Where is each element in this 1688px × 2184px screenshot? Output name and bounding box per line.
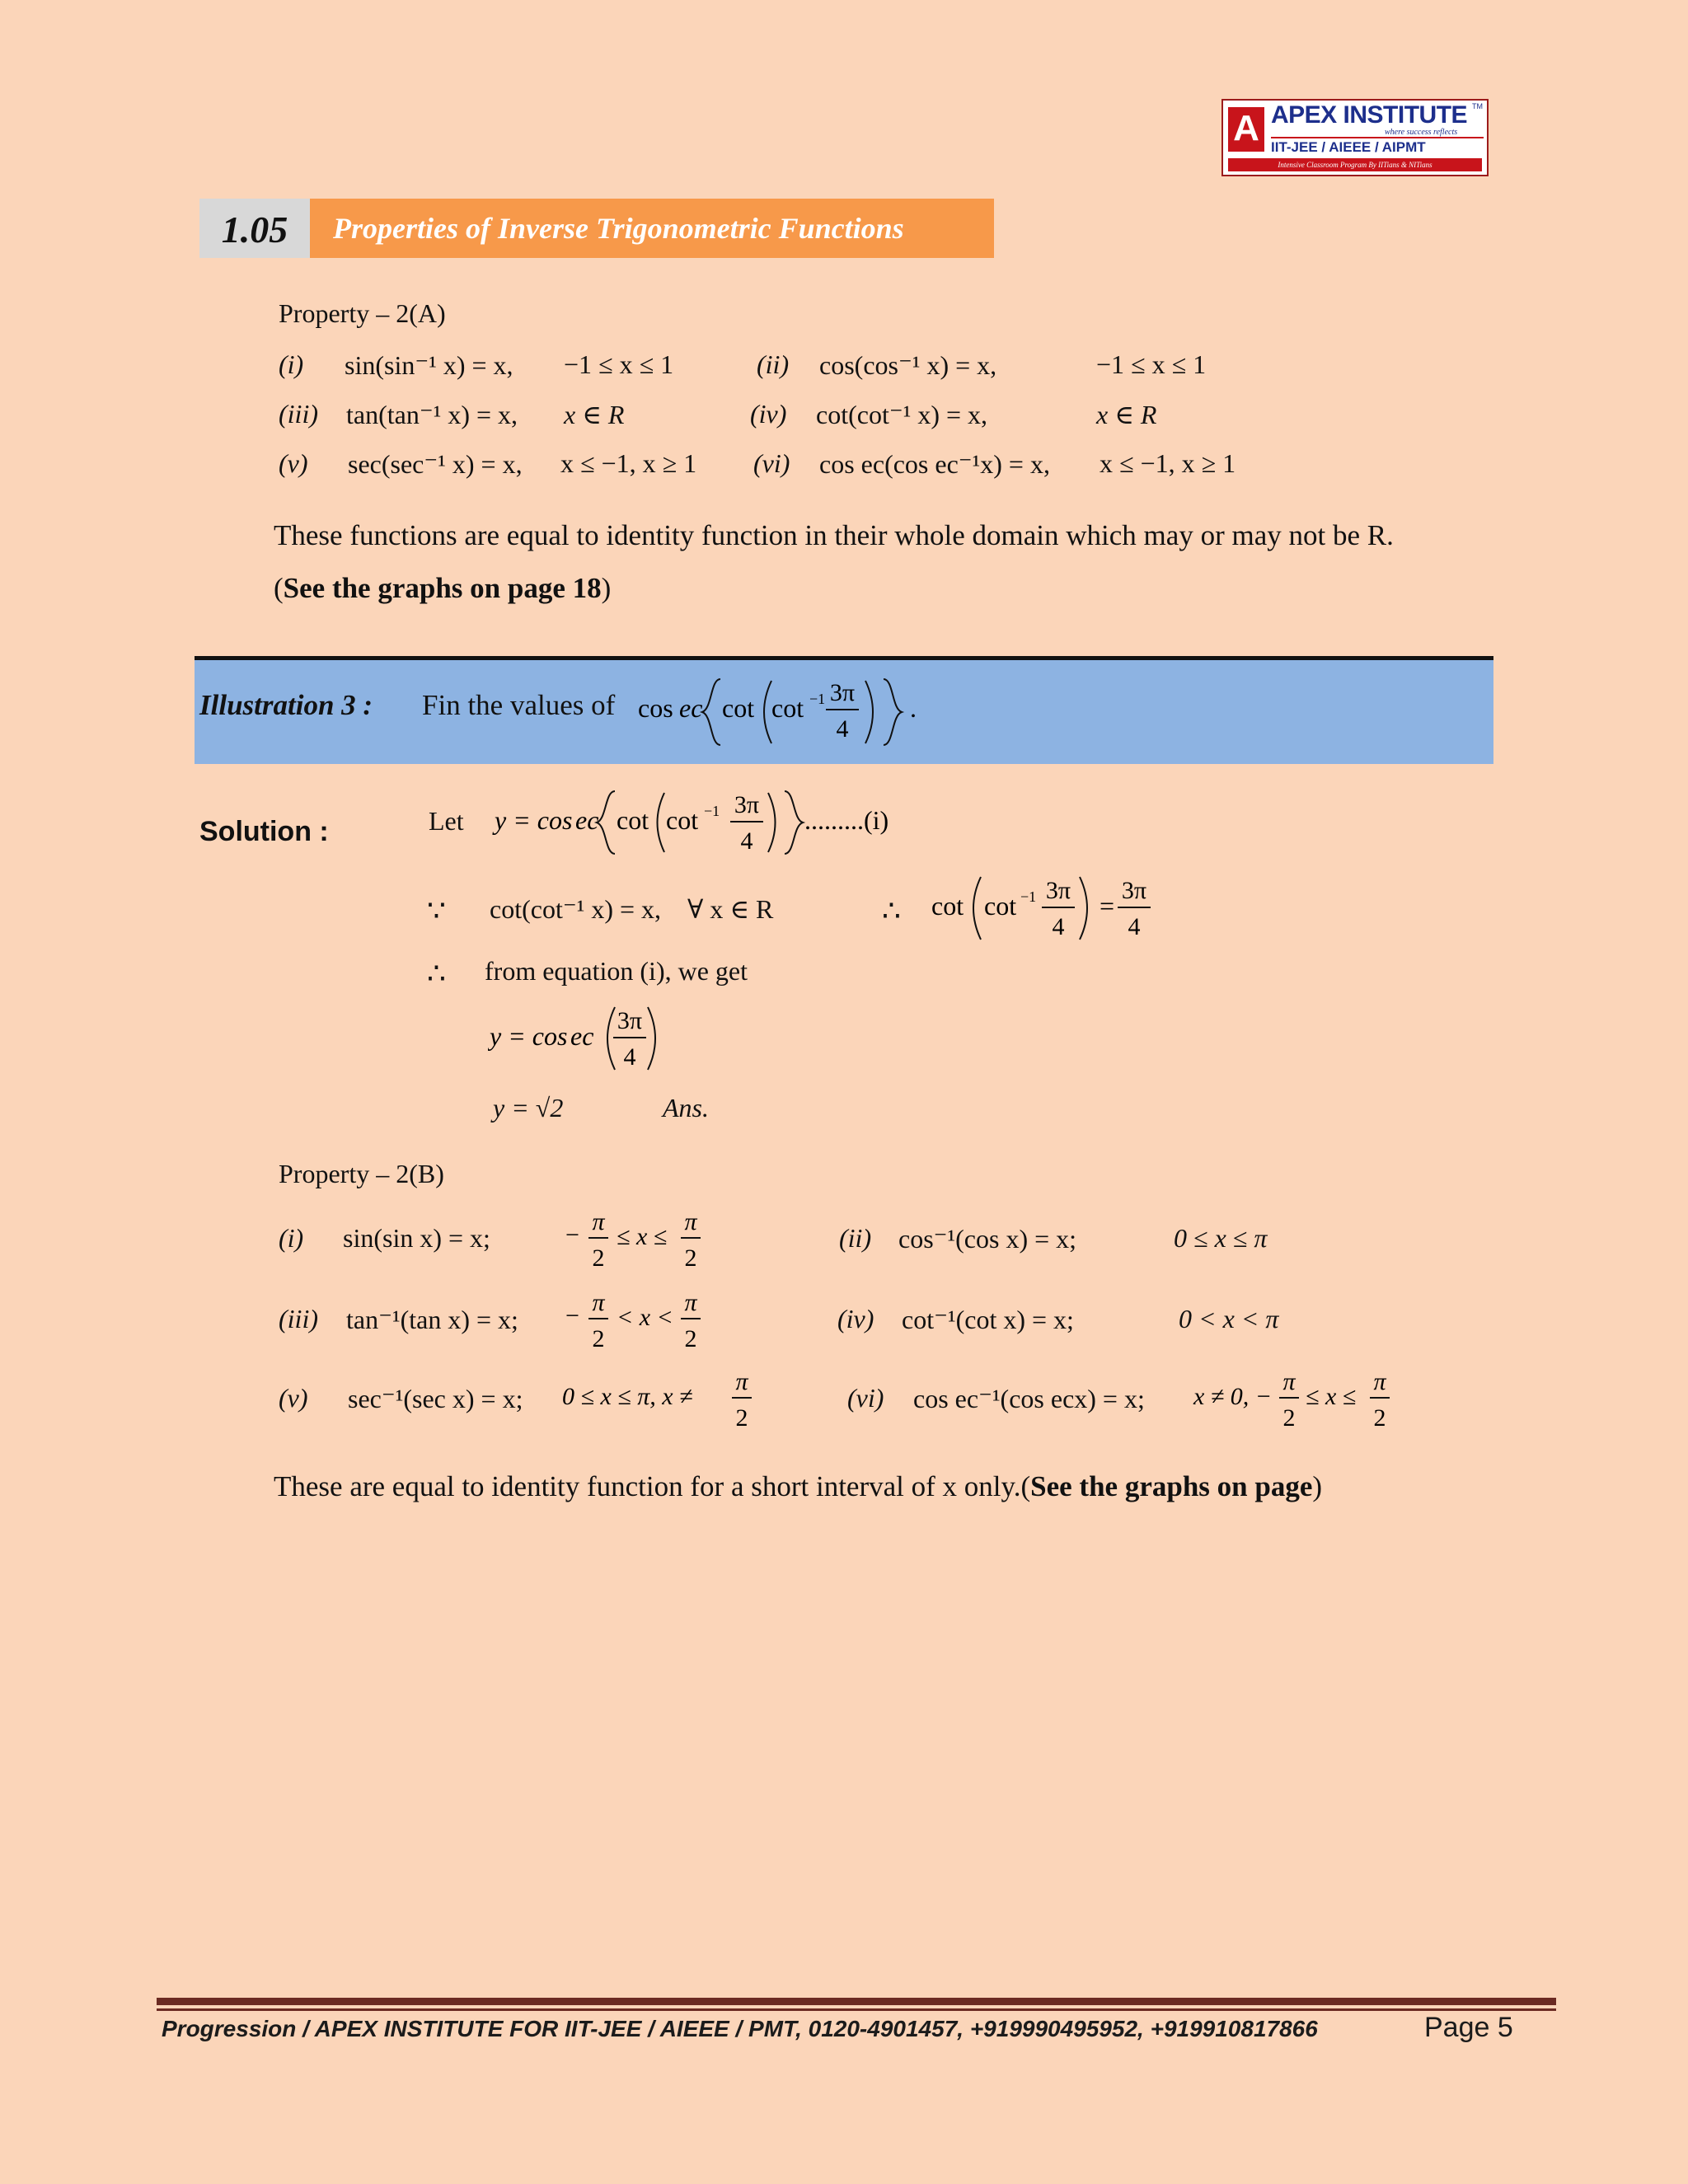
pi-numerator: π bbox=[592, 1208, 605, 1235]
equals-sign: = bbox=[1100, 891, 1115, 921]
ec-text: ec bbox=[570, 1021, 594, 1051]
right-paren bbox=[865, 681, 873, 743]
inequality: ≤ x ≤ bbox=[617, 1223, 668, 1250]
fraction-numerator: 3π bbox=[734, 791, 760, 818]
two-denominator: 2 bbox=[592, 1325, 605, 1352]
property-b-row2-left-formula: tan⁻¹(tan x) = x; bbox=[346, 1305, 518, 1334]
identity-cot: cot(cot⁻¹ x) = x, bbox=[490, 894, 662, 924]
pi-numerator: π bbox=[592, 1289, 605, 1316]
illustration-question-text: Fin the values of bbox=[422, 689, 616, 721]
inequality: ≤ x ≤ bbox=[1306, 1383, 1357, 1410]
result-numerator: 3π bbox=[1121, 877, 1147, 904]
two-denominator: 2 bbox=[1282, 1404, 1296, 1432]
property-b-row1-right-formula: cos⁻¹(cos x) = x; bbox=[898, 1224, 1077, 1254]
property-a-row1-right-domain: −1 ≤ x ≤ 1 bbox=[1096, 349, 1207, 379]
property-a-row1-right-formula: cos(cos⁻¹ x) = x, bbox=[819, 350, 997, 380]
property-a-row3-right-formula: cos ec(cos ec⁻¹x) = x, bbox=[819, 449, 1050, 479]
two-denominator-2: 2 bbox=[684, 1325, 697, 1352]
property-a-row3-left-label: (v) bbox=[279, 448, 308, 478]
note-plain-text: These are equal to identity function for a short interval of x only.( bbox=[274, 1470, 1031, 1502]
right-paren bbox=[648, 1007, 655, 1070]
right-paren bbox=[768, 793, 776, 852]
logo-exams: IIT-JEE / AIEEE / AIPMT bbox=[1271, 137, 1484, 157]
logo-tagline: where success reflects bbox=[1385, 128, 1458, 137]
property-b-row3-right-formula: cos ec⁻¹(cos ecx) = x; bbox=[913, 1384, 1145, 1413]
property-b-row3-left-domain bbox=[560, 1363, 758, 1439]
logo-name: APEX INSTITUTE bbox=[1271, 101, 1468, 129]
property-a-row3-left-domain: x ≤ −1, x ≥ 1 bbox=[560, 448, 697, 478]
right-brace bbox=[884, 679, 902, 745]
property-a-row3-right-domain: x ≤ −1, x ≥ 1 bbox=[1100, 448, 1236, 478]
property-b-row1-right-domain: 0 ≤ x ≤ π bbox=[1174, 1223, 1268, 1253]
property-a-row2-right-label: (iv) bbox=[750, 399, 787, 429]
logo-strip: Intensive Classroom Program By IITians & NITians bbox=[1228, 158, 1482, 171]
ec-text: ec bbox=[575, 805, 599, 835]
property-a-row3-right-label: (vi) bbox=[753, 448, 790, 478]
pi-numerator-2: π bbox=[684, 1208, 697, 1235]
property-a-note: These functions are equal to identity function in their whole domain which may or may not be R. bbox=[274, 519, 1394, 551]
solution-label: Solution : bbox=[199, 816, 329, 847]
right-paren bbox=[1080, 877, 1087, 940]
property-a-row1-left-formula: sin(sin⁻¹ x) = x, bbox=[345, 350, 513, 380]
property-b-row2-right-formula: cot⁻¹(cot x) = x; bbox=[902, 1305, 1074, 1334]
left-paren bbox=[764, 681, 771, 743]
forall-x-in-r: ∀ x ∈ R bbox=[687, 894, 774, 924]
left-brace bbox=[597, 791, 615, 854]
property-b-row1-right-label: (ii) bbox=[839, 1223, 872, 1253]
cot-identity-result bbox=[925, 867, 1172, 948]
cosec-text: cos bbox=[638, 693, 673, 723]
property-a-row1-right-label: (ii) bbox=[757, 349, 790, 379]
minus-sign: − bbox=[565, 1302, 579, 1329]
ans-label: Ans. bbox=[663, 1093, 709, 1122]
result-denominator: 4 bbox=[1128, 913, 1141, 940]
fraction-denominator: 4 bbox=[623, 1043, 636, 1071]
pi-numerator-2: π bbox=[1373, 1368, 1386, 1395]
y-equals-cos-text: y = cos bbox=[490, 1021, 568, 1051]
property-b-row2-left-label: (iii) bbox=[279, 1304, 318, 1333]
right-brace bbox=[785, 791, 803, 854]
property-a-row2-left-label: (iii) bbox=[279, 399, 318, 429]
property-a-row3-left-formula: sec(sec⁻¹ x) = x, bbox=[348, 449, 523, 479]
see-graphs-bold-text: See the graphs on page bbox=[1030, 1470, 1313, 1502]
cot-text: cot bbox=[722, 693, 755, 723]
property-b-row3-left-formula: sec⁻¹(sec x) = x; bbox=[348, 1384, 523, 1413]
equation-tag: .........(i) bbox=[804, 805, 889, 835]
y-equals-cos-text: y = cos bbox=[495, 805, 573, 835]
two-denominator-2: 2 bbox=[1373, 1404, 1386, 1432]
paren-open: ( bbox=[274, 572, 284, 604]
property-a-row2-left-domain: x ∈ R bbox=[564, 400, 625, 429]
two-denominator-2: 2 bbox=[684, 1244, 697, 1272]
y-equals-cosec-3pi-over-4 bbox=[488, 997, 678, 1080]
property-a-row2-right-domain: x ∈ R bbox=[1096, 400, 1157, 429]
because-symbol: ∵ bbox=[427, 894, 446, 927]
period: . bbox=[910, 693, 917, 723]
illustration-expression bbox=[635, 664, 931, 760]
pi-numerator: π bbox=[1282, 1368, 1296, 1395]
solution-let: Let bbox=[429, 806, 464, 836]
paren-close: ) bbox=[601, 572, 612, 604]
fraction-denominator: 4 bbox=[836, 715, 849, 743]
logo-trademark: TM bbox=[1472, 102, 1483, 110]
footer-contact: Progression / APEX INSTITUTE FOR IIT-JEE / AIEEE / PMT, 0120-4901457, +919990495952, +919910817866 bbox=[162, 2016, 1318, 2041]
property-b-row3-right-domain bbox=[1192, 1363, 1401, 1439]
property-b-note bbox=[274, 1470, 1322, 1503]
inequality: < x < bbox=[617, 1304, 673, 1331]
section-number: 1.05 bbox=[199, 199, 310, 258]
therefore-symbol: ∴ bbox=[882, 894, 901, 927]
cot-inverse-text: cot bbox=[984, 891, 1017, 921]
note-close-paren: ) bbox=[1312, 1470, 1323, 1502]
inverse-exponent: −1 bbox=[1020, 888, 1037, 905]
cot-text: cot bbox=[931, 891, 964, 921]
property-b-row2-left-domain bbox=[560, 1284, 709, 1360]
inverse-exponent: −1 bbox=[704, 803, 720, 819]
property-a-see-graphs bbox=[274, 572, 611, 605]
from-equation-text: from equation (i), we get bbox=[485, 956, 748, 986]
illustration-label: Illustration 3 : bbox=[199, 689, 373, 721]
fraction-numerator: 3π bbox=[1045, 877, 1071, 904]
left-paren bbox=[658, 793, 665, 852]
property-b-row3-right-label: (vi) bbox=[847, 1383, 884, 1413]
inequality-start: x ≠ 0, − bbox=[1193, 1383, 1273, 1410]
y-result: y = √2 bbox=[493, 1093, 564, 1122]
section-title: Properties of Inverse Trigonometric Functions bbox=[310, 199, 994, 258]
property-a-row2-left-formula: tan(tan⁻¹ x) = x, bbox=[346, 400, 518, 429]
property-b-row1-left-formula: sin(sin x) = x; bbox=[343, 1223, 490, 1253]
property-a-row2-right-formula: cot(cot⁻¹ x) = x, bbox=[816, 400, 988, 429]
pi-numerator: π bbox=[735, 1368, 748, 1395]
two-denominator: 2 bbox=[592, 1244, 605, 1272]
cot-inverse-text: cot bbox=[666, 805, 699, 835]
fraction-numerator: 3π bbox=[617, 1007, 643, 1034]
pi-numerator-2: π bbox=[684, 1289, 697, 1316]
logo-mark: A bbox=[1228, 107, 1264, 152]
property-b-row2-right-label: (iv) bbox=[837, 1304, 874, 1333]
fraction-denominator: 4 bbox=[1052, 913, 1065, 940]
property-a-row1-left-domain: −1 ≤ x ≤ 1 bbox=[564, 349, 674, 379]
inverse-exponent: −1 bbox=[809, 691, 826, 707]
two-denominator: 2 bbox=[735, 1404, 748, 1432]
see-graphs-link-text: See the graphs on page 18 bbox=[283, 572, 602, 604]
cot-text: cot bbox=[617, 805, 649, 835]
property-b-row1-left-label: (i) bbox=[279, 1223, 304, 1253]
property-b-row3-left-label: (v) bbox=[279, 1383, 308, 1413]
fraction-numerator: 3π bbox=[829, 679, 856, 706]
footer-rule-thin bbox=[157, 2008, 1556, 2011]
left-paren bbox=[973, 877, 981, 940]
property-b-row1-left-domain bbox=[560, 1203, 709, 1279]
page-number: Page 5 bbox=[1424, 2012, 1513, 2043]
property-b-row2-right-domain: 0 < x < π bbox=[1179, 1304, 1279, 1333]
ec-text: ec bbox=[679, 693, 703, 723]
footer-rule-thick bbox=[157, 1998, 1556, 2005]
property-a-row1-left-label: (i) bbox=[279, 349, 304, 379]
apex-institute-logo bbox=[1221, 99, 1489, 176]
solution-equation-i bbox=[491, 781, 903, 864]
inequality: 0 ≤ x ≤ π, x ≠ bbox=[562, 1383, 693, 1410]
property-b-heading: Property – 2(B) bbox=[279, 1159, 444, 1188]
property-a-heading: Property – 2(A) bbox=[279, 298, 446, 328]
left-brace bbox=[702, 679, 720, 745]
cot-inverse-text: cot bbox=[771, 693, 804, 723]
fraction-denominator: 4 bbox=[740, 827, 753, 855]
minus-sign: − bbox=[565, 1221, 579, 1249]
therefore-symbol-2: ∴ bbox=[427, 957, 446, 990]
